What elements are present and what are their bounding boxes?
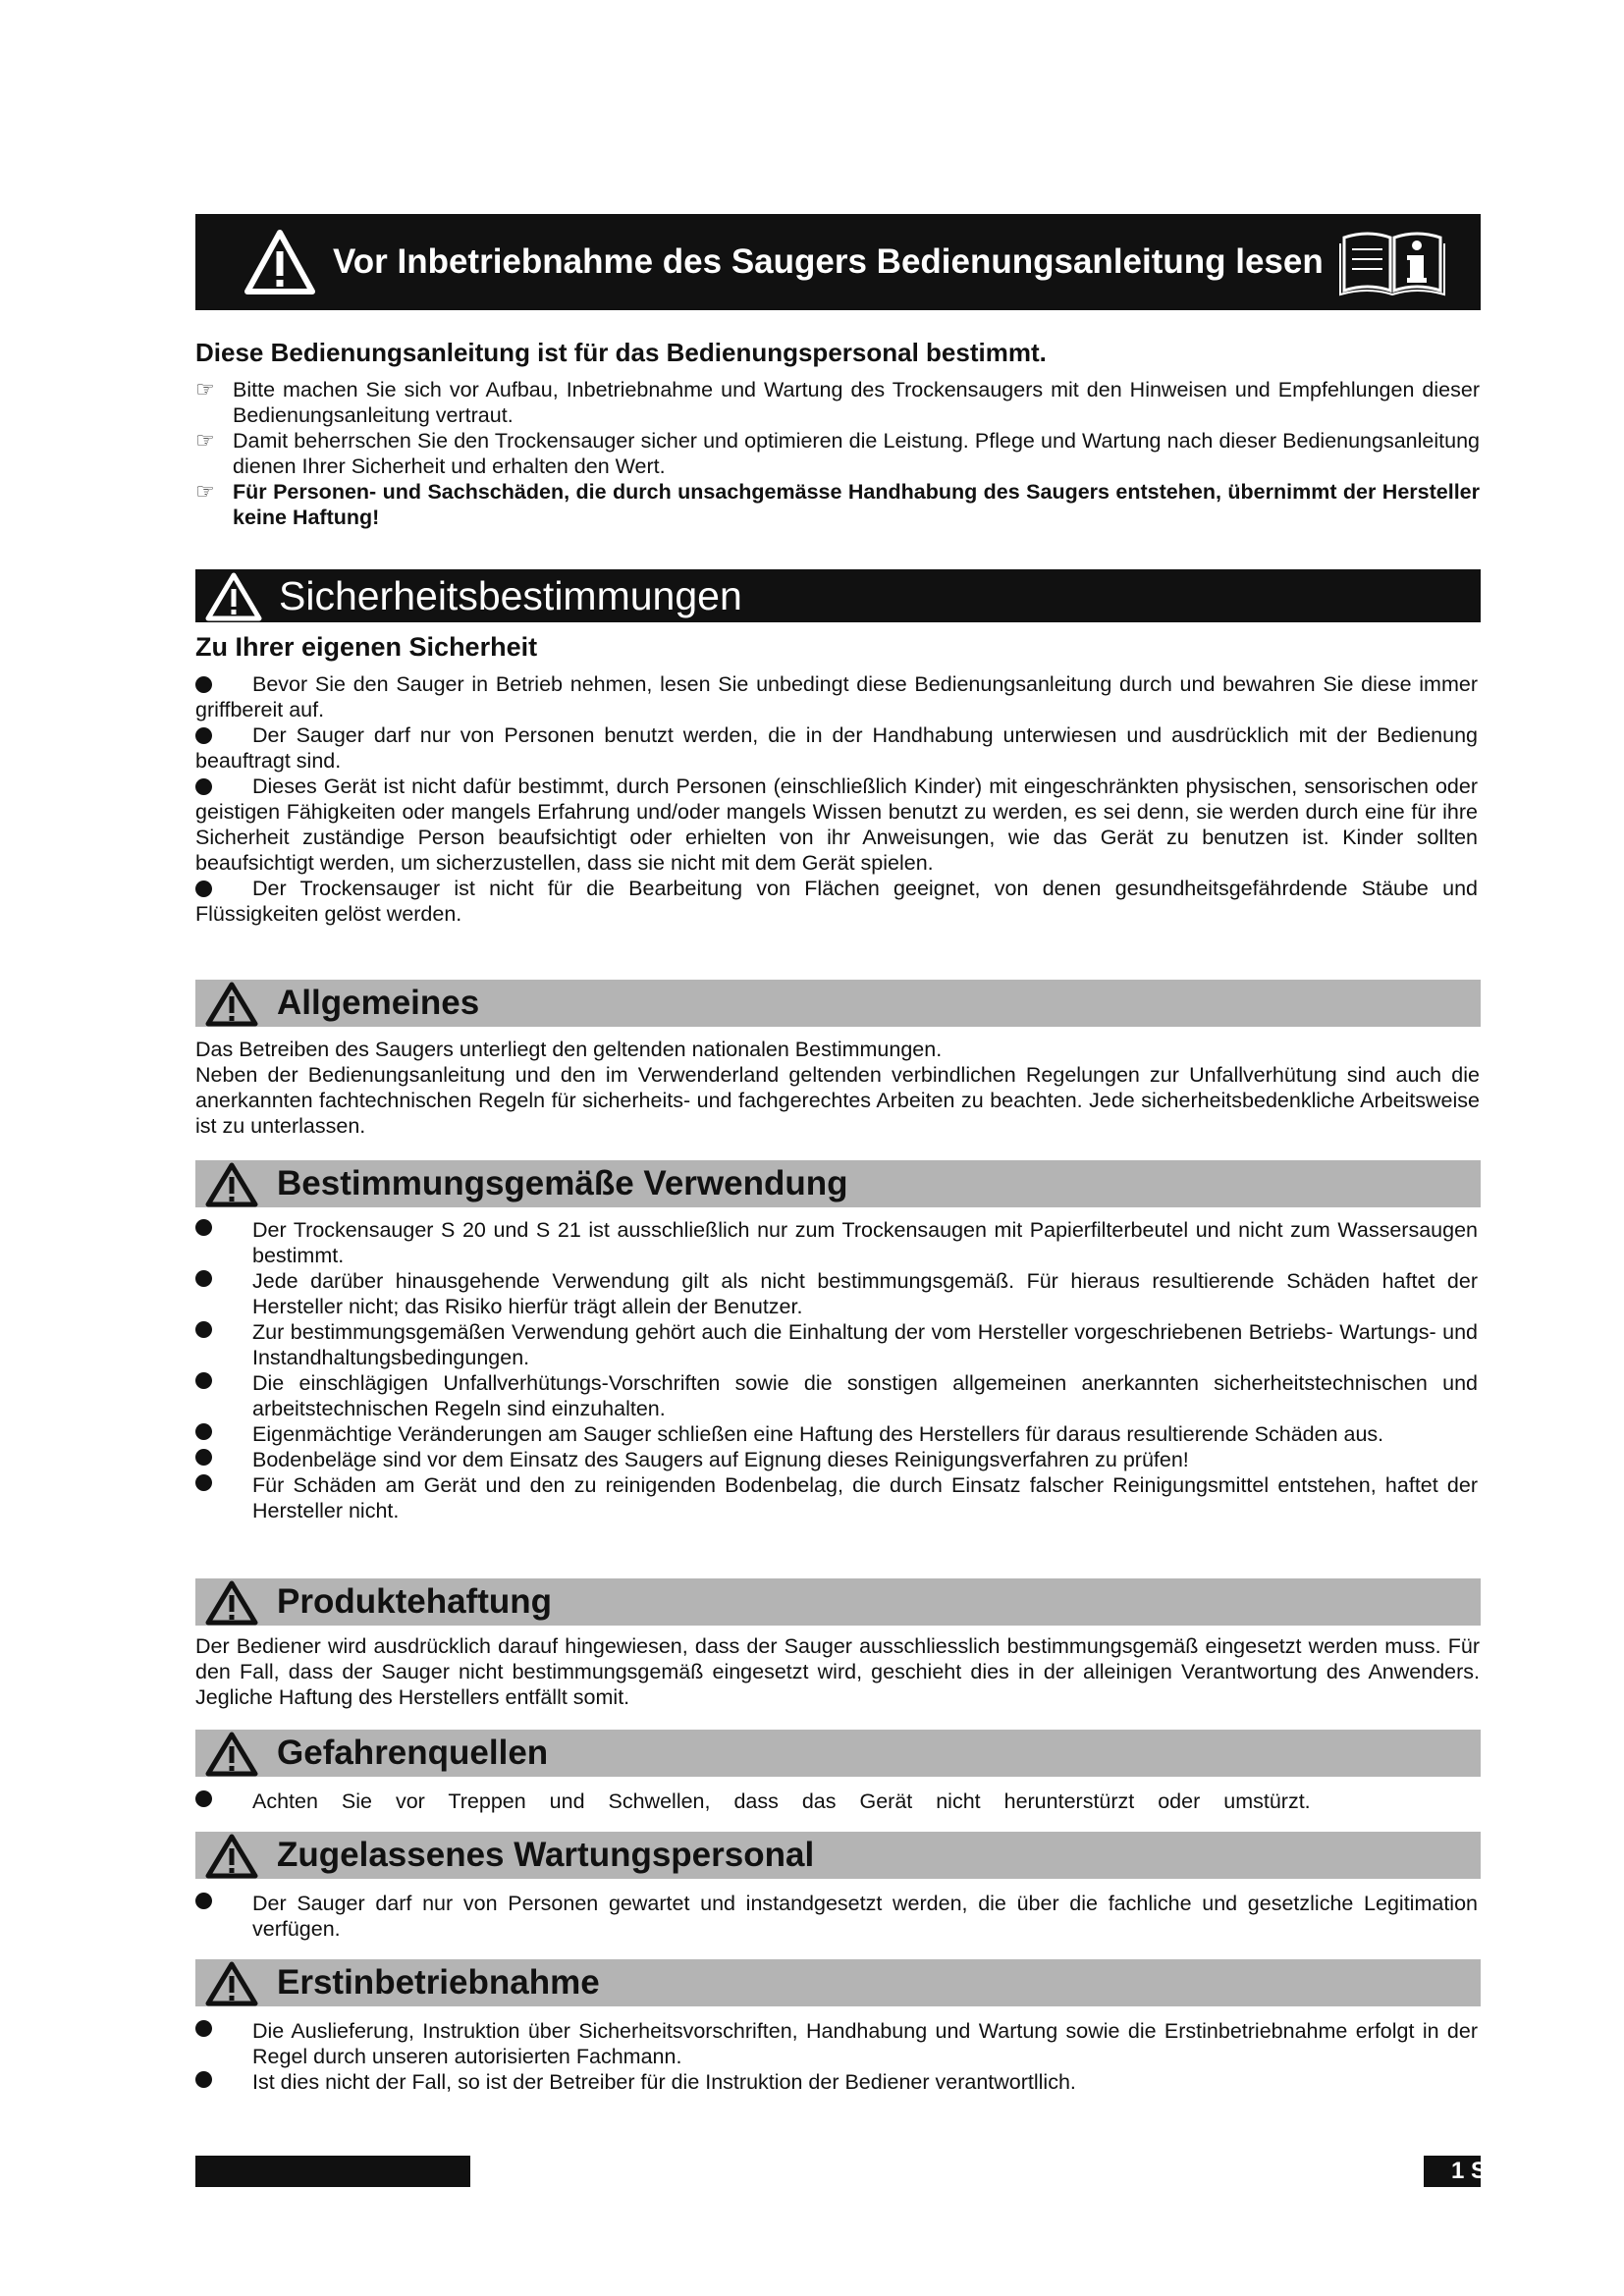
warning-triangle-icon [205, 1961, 258, 2006]
banner-title: Vor Inbetriebnahme des Saugers Bedienungsanleitung lesen [333, 242, 1324, 281]
hazards-list [195, 1789, 1478, 1814]
warning-triangle-icon [205, 572, 262, 621]
bullet-icon [195, 727, 211, 743]
list-item: ☞ Bitte machen Sie sich vor Aufbau, Inbetriebnahme und Wartung des Trockensaugers mit den Hinweisen und Empfehlungen dieser Bedienungsanleitung vertraut. [195, 377, 1480, 427]
bullet-icon [195, 676, 211, 692]
paragraph: Der Bediener wird ausdrücklich darauf hingewiesen, dass der Sauger ausschliesslich bestimmungsgemäß eingesetzt werden muss. Für den Fall, dass der Sauger nicht bestimmungsgemäß eingesetzt wird, geschieht dies in der alleinigen Verantwortung des Anwenders. Jegliche Haftung des Herstellers entfällt somit. [195, 1634, 1480, 1709]
warning-triangle-icon [205, 982, 258, 1027]
bullet-icon [195, 2071, 211, 2087]
intended-use-list [195, 1217, 1478, 1523]
section-title: Allgemeines [277, 984, 480, 1022]
intro-list [195, 377, 1480, 530]
paragraph: Das Betreiben des Saugers unterliegt den geltenden nationalen Bestimmungen. [195, 1038, 943, 1061]
page-number: 1 S [1424, 2156, 1481, 2187]
liability-text [195, 1633, 1480, 1710]
section-title: Erstinbetriebnahme [277, 1963, 600, 2002]
warning-triangle-icon [205, 1732, 258, 1777]
list-item: Der Sauger darf nur von Personen benutzt werden, die in der Handhabung unterwiesen und ausdrücklich mit der Bedienung beauftragt sind. [195, 723, 1478, 773]
list-item: Ist dies nicht der Fall, so ist der Betreiber für die Instruktion der Bediener verantwortllich. [195, 2069, 1478, 2095]
section-title: Produktehaftung [277, 1582, 552, 1621]
warning-triangle-icon [205, 1162, 258, 1207]
top-banner [195, 214, 1481, 310]
list-item: Bodenbeläge sind vor dem Einsatz des Saugers auf Eignung dieses Reinigungsverfahren zu prüfen! [195, 1447, 1478, 1472]
section-header-safety [195, 569, 1481, 622]
maintenance-staff-list [195, 1891, 1478, 1942]
section-title: Bestimmungsgemäße Verwendung [277, 1164, 848, 1202]
footer-bar [195, 2156, 470, 2187]
warning-triangle-icon [205, 1834, 258, 1879]
bullet-icon [195, 1321, 211, 1337]
list-item: Der Sauger darf nur von Personen gewartet und instandgesetzt werden, die über die fachliche und gesetzliche Legitimation verfügen. [195, 1891, 1478, 1942]
section-header-commissioning [195, 1959, 1481, 2006]
section-title: Gefahrenquellen [277, 1734, 549, 1772]
pointing-hand-icon: ☞ [195, 428, 215, 453]
warning-triangle-icon [244, 230, 315, 294]
general-text [195, 1037, 1480, 1139]
list-item: Jede darüber hinausgehende Verwendung gilt als nicht bestimmungsgemäß. Für hieraus resultierende Schäden haftet der Hersteller nicht; das Risiko hierfür trägt allein der Benutzer. [195, 1268, 1478, 1319]
bullet-icon [195, 1449, 211, 1465]
list-item: ☞ Für Personen- und Sachschäden, die durch unsachgemässe Handhabung des Saugers entstehen, übernimmt der Hersteller keine Haftung! [195, 479, 1480, 529]
list-item: Die Auslieferung, Instruktion über Sicherheitsvorschriften, Handhabung und Wartung sowie die Erstinbetriebnahme erfolgt in der Regel durch unseren autorisierten Fachmann. [195, 2018, 1478, 2069]
bullet-icon [195, 1474, 211, 1490]
section-header-hazards [195, 1730, 1481, 1777]
bullet-icon [195, 2020, 211, 2036]
safety-list [195, 671, 1478, 927]
pointing-hand-icon: ☞ [195, 377, 215, 401]
intro-title: Diese Bedienungsanleitung ist für das Bedienungspersonal bestimmt. [195, 338, 1047, 367]
list-item: Der Trockensauger S 20 und S 21 ist ausschließlich nur zum Trockensaugen mit Papierfilterbeutel und nicht zum Wassersaugen bestimmt. [195, 1217, 1478, 1268]
section-header-general [195, 980, 1481, 1027]
bullet-icon [195, 1270, 211, 1286]
section-header-maintenance-staff [195, 1832, 1481, 1879]
list-item: Für Schäden am Gerät und den zu reinigenden Bodenbelag, die durch Einsatz falscher Reinigungsmittel entstehen, haftet der Hersteller nicht. [195, 1472, 1478, 1523]
section-header-liability [195, 1578, 1481, 1626]
section-title: Sicherheitsbestimmungen [279, 573, 742, 618]
commissioning-list [195, 2018, 1478, 2095]
section-subtitle: Zu Ihrer eigenen Sicherheit [195, 632, 538, 662]
section-title: Zugelassenes Wartungspersonal [277, 1836, 815, 1874]
list-item: Achten Sie vor Treppen und Schwellen, dass das Gerät nicht herunterstürzt oder umstürzt. [195, 1789, 1478, 1814]
bullet-icon [195, 1790, 211, 1806]
list-item: Die einschlägigen Unfallverhütungs-Vorschriften sowie die sonstigen allgemeinen anerkannten sicherheitstechnischen und arbeitstechnischen Regeln sind einzuhalten. [195, 1370, 1478, 1421]
bullet-icon [195, 881, 211, 896]
paragraph: Neben der Bedienungsanleitung und den im Verwenderland geltenden verbindlichen Regelungen zur Unfallverhütung sind auch die anerkannten fachtechnischen Regeln für sicherheits- und fachgerechtes Arbeiten zu beachten. Jede sicherheitsbedenkliche Arbeitsweise ist zu unterlassen. [195, 1063, 1480, 1138]
bullet-icon [195, 1372, 211, 1388]
section-header-intended-use [195, 1160, 1481, 1207]
list-item: Der Trockensauger ist nicht für die Bearbeitung von Flächen geeignet, von denen gesundheitsgefährdende Stäube und Flüssigkeiten gelöst werden. [195, 877, 1478, 926]
list-item: ☞ Damit beherrschen Sie den Trockensauger sicher und optimieren die Leistung. Pflege und Wartung nach dieser Bedienungsanleitung dienen Ihrer Sicherheit und erhalten den Wert. [195, 428, 1480, 478]
warning-triangle-icon [205, 1580, 258, 1626]
bullet-icon [195, 1219, 211, 1235]
bullet-icon [195, 1893, 211, 1908]
bullet-icon [195, 1423, 211, 1439]
list-item: Bevor Sie den Sauger in Betrieb nehmen, lesen Sie unbedingt diese Bedienungsanleitung durch und bewahren Sie diese immer griffbereit auf. [195, 672, 1478, 721]
bullet-icon [195, 778, 211, 794]
list-item: Eigenmächtige Veränderungen am Sauger schließen eine Haftung des Herstellers für daraus resultierende Schäden aus. [195, 1421, 1478, 1447]
list-item: Dieses Gerät ist nicht dafür bestimmt, durch Personen (einschließlich Kinder) mit eingeschränkten physischen, sensorischen oder geistigen Fähigkeiten oder mangels Erfahrung und/oder mangels Wissen benutzt zu werden, es sei denn, sie werden durch eine für ihre Sicherheit zuständige Person beaufsichtigt oder erhielten von ihr Anweisungen, wie das Gerät zu benutzen ist. Kinder sollten beaufsichtigt werden, um sicherzustellen, dass sie nicht mit dem Gerät spielen. [195, 774, 1478, 875]
pointing-hand-icon: ☞ [195, 479, 215, 504]
list-item: Zur bestimmungsgemäßen Verwendung gehört auch die Einhaltung der vom Hersteller vorgeschriebenen Betriebs- Wartungs- und Instandhaltungsbedingungen. [195, 1319, 1478, 1370]
manual-book-icon [1338, 228, 1446, 296]
